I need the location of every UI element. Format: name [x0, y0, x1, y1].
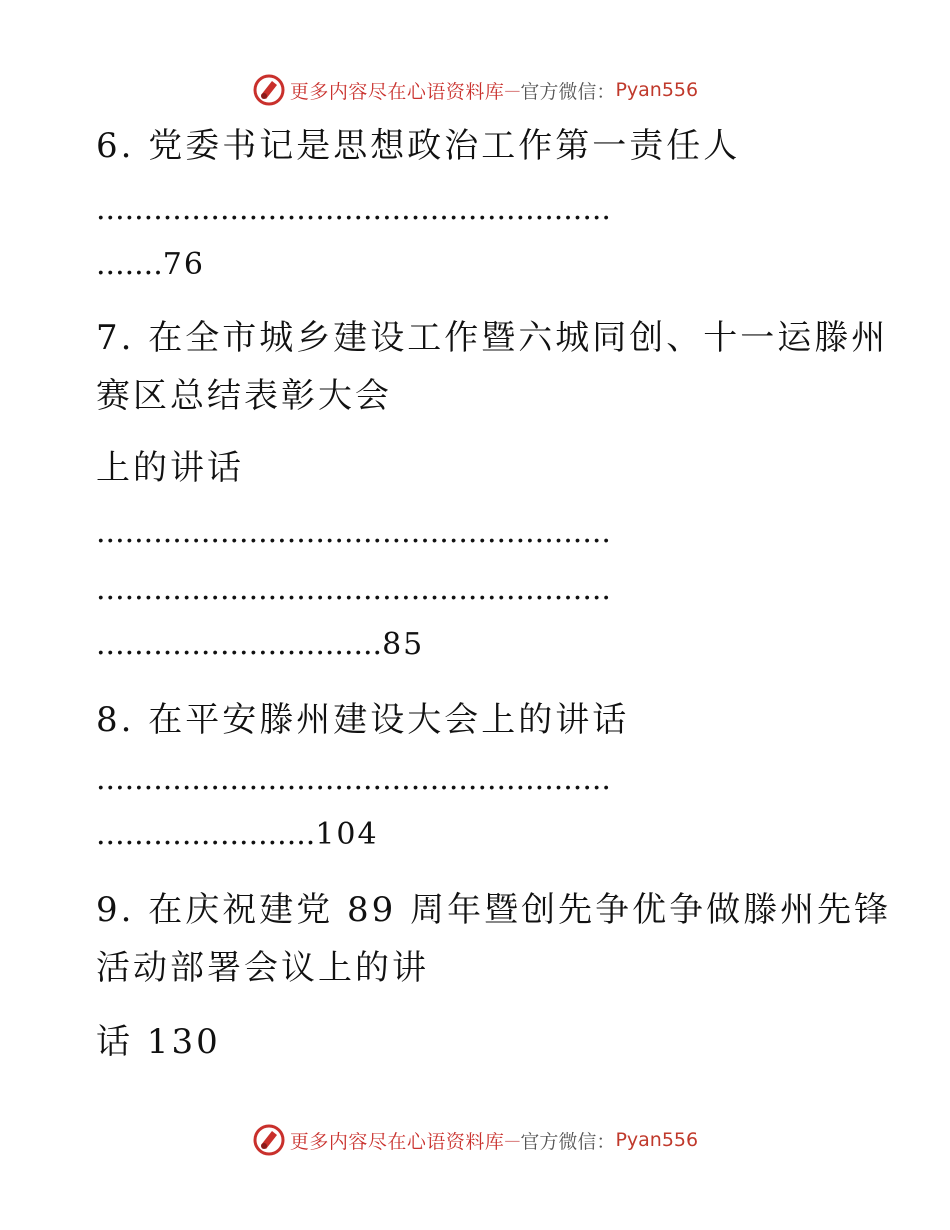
- toc-entry-7-title: 7. 在全市城乡建设工作暨六城同创、十一运滕州: [96, 318, 889, 358]
- toc-entry-8-title: 8. 在平安滕州建设大会上的讲话: [96, 700, 630, 740]
- watermark-text: 更多内容尽在心语资料库: [289, 1130, 505, 1153]
- logo-icon: [252, 73, 286, 107]
- watermark-sub: 官方微信：: [520, 1130, 616, 1153]
- toc-entry-9-title-cont: 活动部署会议上的讲: [96, 948, 429, 988]
- toc-entry-7-title-end: 上的讲话: [96, 448, 244, 488]
- watermark-id: Pyan556: [615, 79, 699, 101]
- toc-entry-7-dots-2: ......................................................: [96, 572, 611, 607]
- toc-entry-8-page: 104: [315, 817, 379, 852]
- toc-entry-8-dots-end: .......................104: [96, 817, 379, 852]
- toc-entry-9-title-end: 话 130: [96, 1022, 221, 1062]
- watermark-id: Pyan556: [615, 1129, 699, 1151]
- footer-watermark: [0, 1120, 950, 1160]
- logo-icon: [252, 1123, 286, 1157]
- toc-entry-6-dots-end: .......76: [96, 247, 205, 282]
- toc-entry-7-dots-end: ..............................85: [96, 627, 425, 662]
- toc-entry-7-page: 85: [382, 627, 425, 662]
- toc-entry-8-dots: ......................................................: [96, 762, 611, 797]
- toc-entry-7-title-cont: 赛区总结表彰大会: [96, 376, 392, 416]
- toc-entry-9-title: 9. 在庆祝建党 89 周年暨创先争优争做滕州先锋: [96, 890, 892, 930]
- toc-entry-7-dots-1: ......................................................: [96, 515, 611, 550]
- watermark-dash: —: [504, 80, 521, 100]
- watermark-text: 更多内容尽在心语资料库: [289, 80, 505, 103]
- toc-entry-6-dots: ......................................................: [96, 192, 611, 227]
- watermark-sub: 官方微信：: [520, 80, 616, 103]
- toc-entry-6-page: 76: [162, 247, 205, 282]
- header-watermark: [0, 70, 950, 110]
- toc-entry-6-title: 6. 党委书记是思想政治工作第一责任人: [96, 126, 741, 166]
- watermark-dash: —: [504, 1130, 521, 1150]
